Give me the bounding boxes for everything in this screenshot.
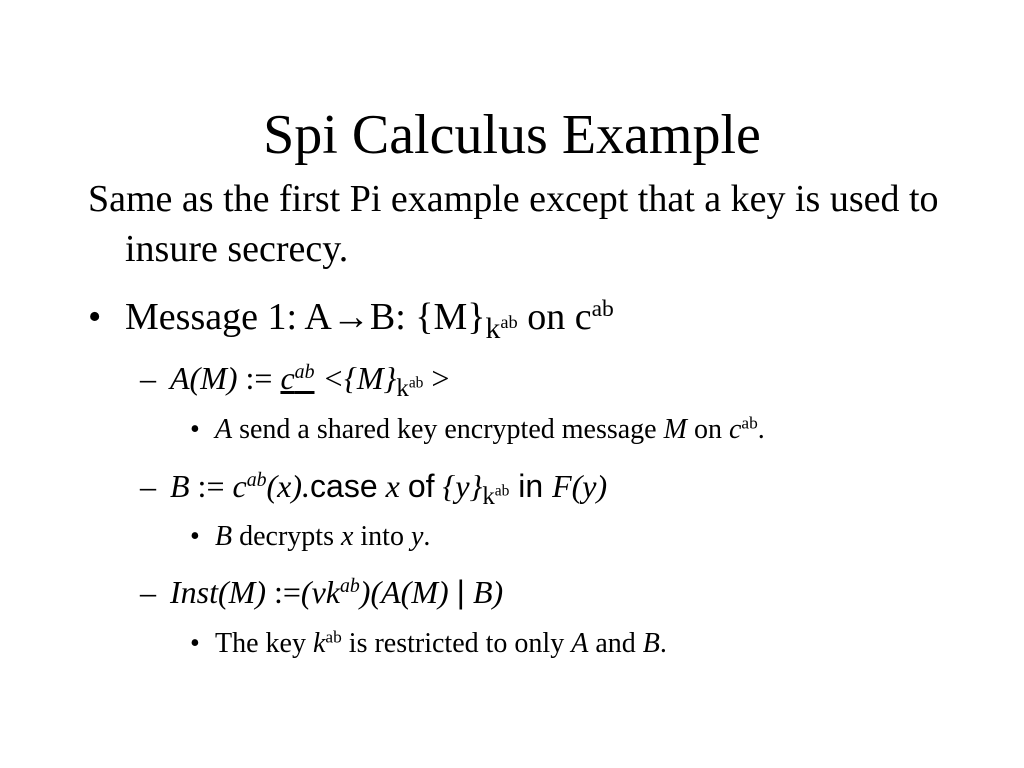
note-key-restricted (190, 626, 667, 662)
inst-process-name: Inst(M) (170, 574, 266, 610)
b-name: B (215, 521, 233, 552)
key-subscript: ab (408, 374, 424, 392)
y-pattern: {y} (434, 468, 483, 504)
note-text: decrypts (232, 521, 341, 552)
channel-superscript: ab (294, 361, 315, 384)
assign-operator: := (265, 574, 301, 610)
input-variable: (x). (266, 468, 311, 504)
restriction-term: (νk (300, 574, 340, 610)
note-a-sends (190, 412, 765, 448)
key-letter: k (396, 375, 409, 403)
a-name: A (215, 414, 233, 445)
of-keyword: of (407, 468, 435, 504)
period: . (757, 414, 765, 445)
slide-title: Spi Calculus Example (263, 104, 761, 166)
a-name: A (571, 628, 589, 659)
bullet-dot: • (88, 296, 102, 338)
assign-operator: := (189, 468, 233, 504)
case-keyword: case (310, 468, 378, 504)
b-process-name: B (170, 468, 190, 504)
close-bracket: > (423, 360, 450, 396)
note-text: is restricted to only (341, 628, 572, 659)
parallel-operator: | (456, 574, 465, 610)
note-text: The key (215, 628, 313, 659)
channel-name: c (728, 414, 742, 445)
a-process-name: A(M) (170, 360, 238, 396)
channel-name: c (280, 360, 295, 396)
channel-superscript: ab (591, 296, 614, 323)
f-of-y: F(y) (552, 468, 608, 504)
sub-bullet-inst-definition (140, 572, 503, 612)
note-text: on (686, 414, 729, 445)
b-name: B (642, 628, 660, 659)
period: . (423, 521, 431, 552)
k-name: k (312, 628, 326, 659)
note-text: send a shared key encrypted message (232, 414, 664, 445)
bullet-message-1 (88, 292, 614, 345)
dash-marker: – (140, 360, 156, 396)
key-subscript: ab (494, 482, 510, 500)
in-keyword: in (509, 468, 553, 504)
channel-superscript: ab (246, 469, 267, 492)
channel-output (280, 360, 314, 396)
on-channel-text: on c (517, 296, 592, 338)
x-name: x (340, 521, 354, 552)
y-name: y (410, 521, 424, 552)
key-letter: k (485, 312, 501, 345)
m-name: M (663, 414, 687, 445)
key-superscript: ab (339, 575, 360, 598)
dash-marker: – (140, 574, 156, 610)
note-b-decrypts (190, 519, 430, 555)
note-text: into (353, 521, 411, 552)
bullet-dot: • (190, 628, 200, 659)
channel-name: c (232, 468, 247, 504)
sub-bullet-b-definition (140, 466, 608, 511)
message-1-prefix: Message 1: A→B: {M} (125, 296, 486, 338)
b-term: B) (464, 574, 504, 610)
key-subscript: ab (500, 311, 518, 332)
period: . (659, 628, 667, 659)
intro-paragraph: Same as the first Pi example except that a key is used to insure secrecy. (88, 178, 939, 270)
bullet-dot: • (190, 414, 200, 445)
message-term: <{M} (314, 360, 397, 396)
channel-superscript: ab (741, 413, 758, 433)
key-letter: k (482, 483, 495, 511)
x-variable: x (377, 468, 408, 504)
assign-operator: := (237, 360, 281, 396)
composition-term: )(A(M) (359, 574, 457, 610)
note-text: and (588, 628, 643, 659)
key-superscript: ab (325, 627, 342, 647)
sub-bullet-a-definition (140, 358, 450, 403)
bullet-dot: • (190, 521, 200, 552)
dash-marker: – (140, 468, 156, 504)
